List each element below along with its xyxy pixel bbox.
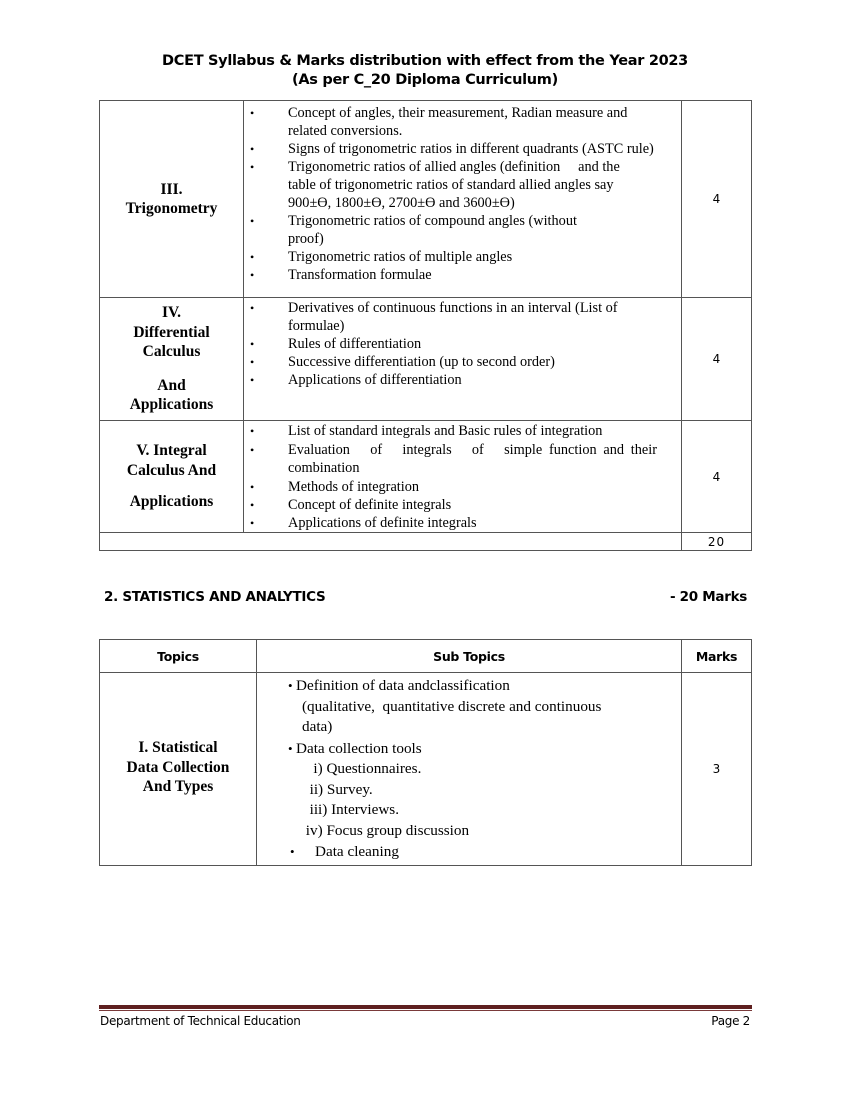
subtopic-item: • Methods of integration: [244, 478, 681, 496]
subtopic-subitem: iv) Focus group discussion: [302, 821, 470, 839]
marks-cell: 4: [682, 298, 752, 421]
topic-title: Applications: [129, 493, 214, 511]
total-row: [100, 533, 752, 551]
subtopic-item: • Trigonometric ratios of multiple angles: [244, 248, 681, 266]
subtopic-item: • Applications of definite integrals: [244, 514, 681, 532]
table-row: [100, 421, 752, 533]
topic-title: Applications: [129, 396, 214, 414]
column-header-subtopics: Sub Topics: [257, 640, 682, 673]
section-marks: - 20 Marks: [669, 589, 747, 605]
page-number: Page 2: [711, 1014, 750, 1028]
topic-title: V. Integral: [136, 442, 207, 460]
topic-title: Differential: [133, 323, 210, 341]
subtopic-continuation: data): [302, 718, 333, 735]
subtopic-subitem: ii) Survey.: [302, 780, 373, 798]
mathematics-syllabus-table: [99, 100, 752, 551]
page-footer: [100, 1014, 750, 1028]
subtopic-item: • Derivatives of continuous functions in an interval (List of formulae): [244, 299, 681, 335]
marks-cell: 3: [682, 673, 752, 866]
subtopic-item: • Rules of differentiation: [244, 335, 681, 353]
subtopic-item: • Trigonometric ratios of compound angles (without proof): [244, 212, 681, 248]
subtopic-text: Definition of data andclassification: [296, 677, 510, 694]
topic-cell: [100, 298, 244, 421]
topic-title: Calculus And: [126, 461, 217, 479]
topic-cell: [100, 421, 244, 533]
topic-title: I. Statistical: [138, 739, 218, 756]
subtopic-continuation: (qualitative, quantitative discrete and continuous: [302, 697, 602, 715]
subtopic-item: • Successive differentiation (up to second order): [244, 353, 681, 371]
subtopic-item: • List of standard integrals and Basic rules of integration: [244, 422, 681, 440]
total-marks-cell: 20: [682, 533, 752, 551]
total-label-cell: [100, 533, 682, 551]
subtopic-list: [244, 422, 681, 532]
subtopic-subitem: i) Questionnaires.: [302, 760, 422, 777]
marks-cell: 4: [682, 101, 752, 298]
subtopic-item: [257, 739, 681, 760]
document-title: [0, 52, 850, 90]
topic-title: Calculus: [142, 343, 201, 361]
subtopic-item: • Concept of angles, their measurement, Radian measure and related conversions.: [244, 104, 681, 140]
table-row: [100, 673, 752, 866]
topic-cell: [100, 673, 257, 866]
topic-title: And Types: [142, 778, 214, 795]
topic-number: IV.: [161, 304, 182, 322]
spacer: [100, 362, 243, 376]
subtopic-item: • Applications of differentiation: [244, 371, 681, 389]
subtopics-cell: [244, 421, 682, 533]
subtopic-item: • Transformation formulae: [244, 266, 681, 284]
section-title: 2. STATISTICS AND ANALYTICS: [104, 589, 326, 605]
title-line-2: (As per C_20 Diploma Curriculum): [292, 72, 558, 88]
subtopic-item: • Trigonometric ratios of allied angles (definition and the table of trigonometric ratios of standard allied angles say 900±ϴ, 1800±ϴ, 2700±ϴ and 3600±ϴ): [244, 158, 681, 212]
subtopic-list: [244, 299, 681, 389]
subtopic-item: [257, 676, 681, 697]
subtopics-cell: [244, 298, 682, 421]
topic-title: Trigonometry: [125, 200, 218, 217]
footer-divider-thin: [99, 1010, 752, 1011]
subtopic-list: [244, 104, 681, 284]
subtopics-cell: [257, 673, 682, 866]
footer-department: Department of Technical Education: [100, 1014, 301, 1028]
statistics-syllabus-table: [99, 639, 752, 866]
subtopic-text: Data collection tools: [296, 739, 422, 757]
column-header-marks: Marks: [682, 640, 752, 673]
subtopic-subitem: iii) Interviews.: [302, 801, 400, 818]
footer-divider-thick: [99, 1005, 752, 1009]
section-heading: [104, 589, 747, 605]
topic-title: Data Collection: [126, 758, 230, 776]
subtopics-cell: [244, 101, 682, 298]
table-header-row: [100, 640, 752, 673]
subtopic-item: • Signs of trigonometric ratios in different quadrants (ASTC rule): [244, 140, 681, 158]
marks-cell: 4: [682, 421, 752, 533]
table-row: [100, 298, 752, 421]
title-line-1: DCET Syllabus & Marks distribution with effect from the Year 2023: [162, 53, 688, 69]
topic-title: And: [157, 376, 186, 394]
spacer: [100, 480, 243, 492]
subtopic-item: • Concept of definite integrals: [244, 496, 681, 514]
table-row: [100, 101, 752, 298]
subtopic-item: • Data cleaning: [257, 842, 681, 863]
topic-number: III.: [160, 180, 183, 198]
subtopic-list: [257, 673, 681, 865]
subtopic-item: • Evaluation of integrals of simple function and their combination: [244, 441, 681, 477]
topic-cell: [100, 101, 244, 298]
column-header-topics: Topics: [100, 640, 257, 673]
